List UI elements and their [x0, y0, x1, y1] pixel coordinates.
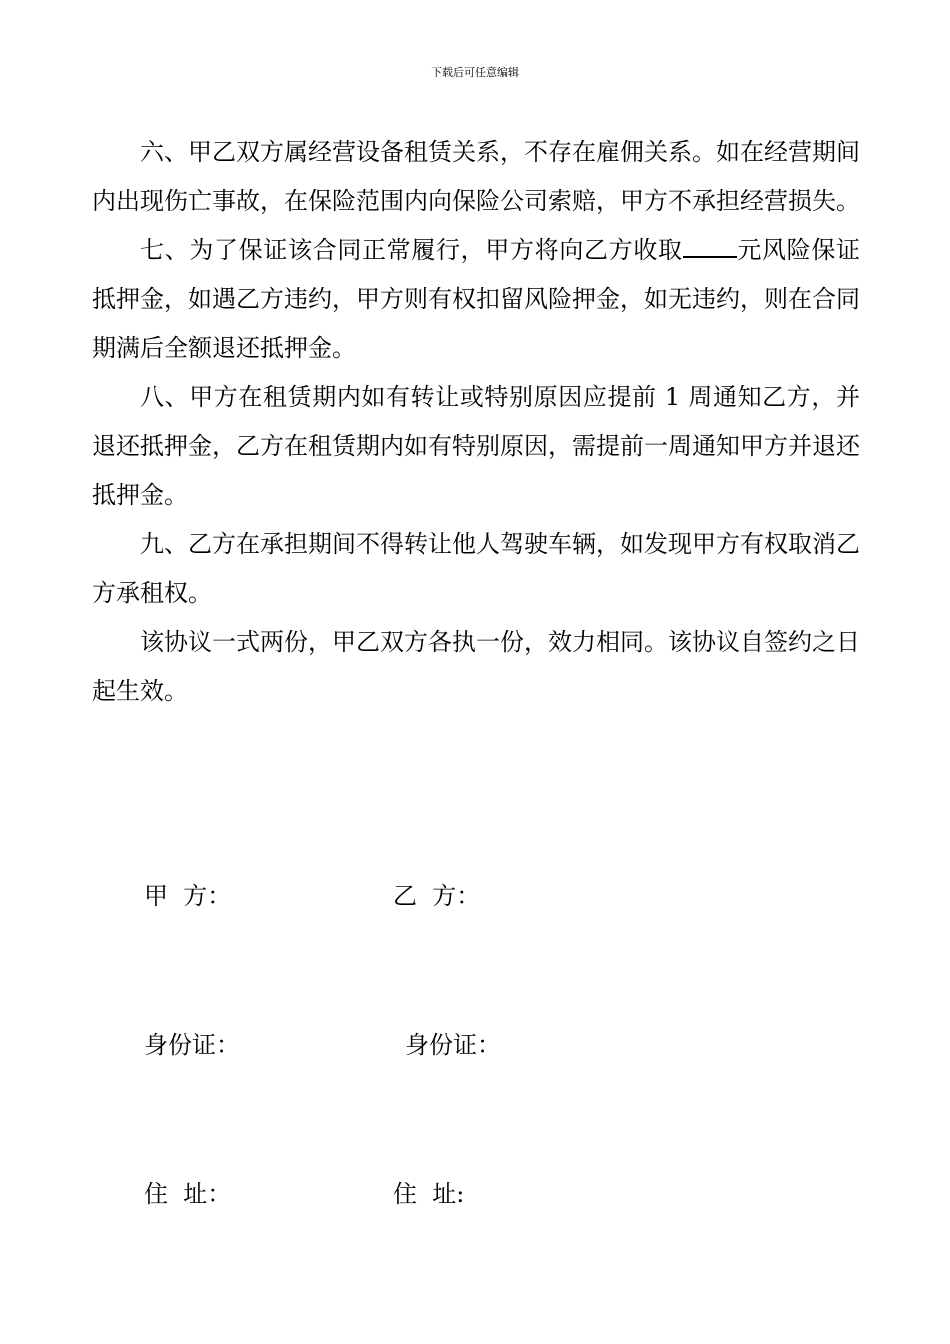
signature-party-row [0, 878, 950, 914]
address-b-label: 住 址: [393, 1180, 465, 1208]
deposit-amount-blank [683, 234, 737, 258]
clause-8: 八、甲方在租赁期内如有转让或特别原因应提前 1 周通知乙方，并退还抵押金，乙方在租赁期内如有特别原因，需提前一周通知甲方并退还抵押金。 [92, 383, 860, 509]
id-card-a-label: 身份证： [144, 1031, 240, 1059]
party-b-label: 乙 方： [393, 882, 481, 910]
address-a-label: 住 址： [144, 1180, 232, 1208]
clause-7-text-after: 元风险保证抵押金，如遇乙方违约，甲方则有权扣留风险押金，如无违约，则在合同期满后全额退还抵押金。 [92, 236, 861, 362]
clause-6: 六、甲乙双方属经营设备租赁关系，不存在雇佣关系。如在经营期间内出现伤亡事故，在保险范围内向保险公司索赔，甲方不承担经营损失。 [92, 138, 860, 215]
party-a-label: 甲 方： [144, 882, 232, 910]
id-card-b-label: 身份证： [405, 1031, 501, 1059]
clause-7-text-before: 七、为了保证该合同正常履行，甲方将向乙方收取 [140, 236, 683, 264]
signature-id-row [0, 1027, 950, 1063]
signature-address-row [0, 1176, 950, 1212]
closing-clause: 该协议一式两份，甲乙双方各执一份，效力相同。该协议自签约之日起生效。 [92, 628, 860, 705]
header-note: 下载后可任意编辑 [431, 66, 519, 79]
clause-7 [92, 226, 860, 373]
clause-9: 九、乙方在承担期间不得转让他人驾驶车辆，如发现甲方有权取消乙方承租权。 [92, 530, 860, 607]
contract-body [92, 128, 860, 716]
